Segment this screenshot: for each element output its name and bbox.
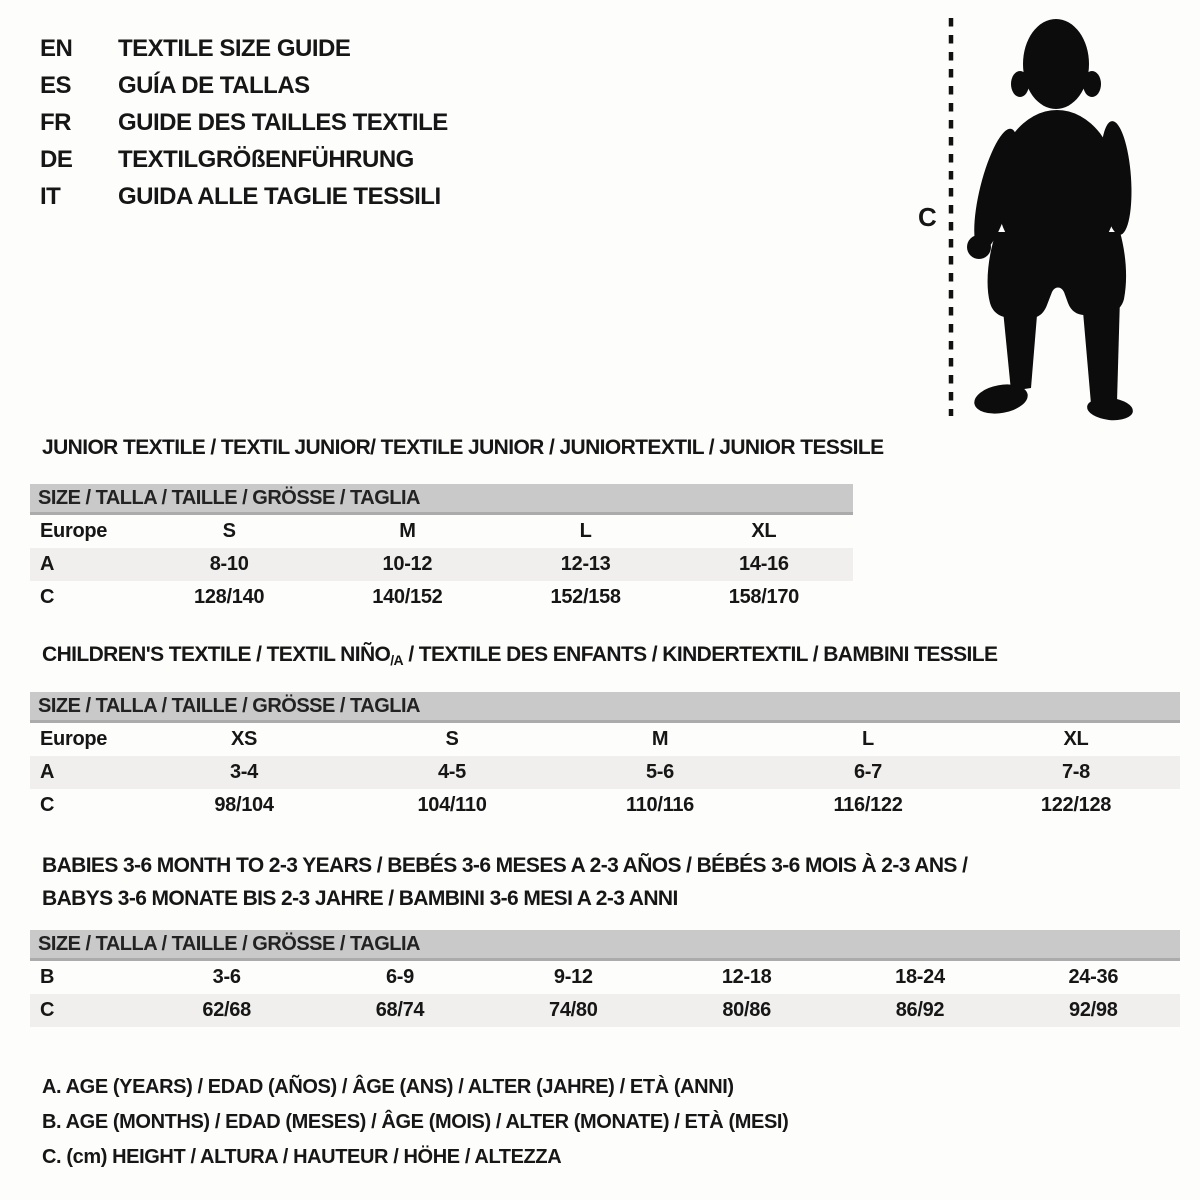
- table-row: [30, 789, 1180, 822]
- size-cell: 5-6: [645, 761, 674, 783]
- language-row: [40, 178, 448, 215]
- language-code: DE: [40, 146, 73, 173]
- row-label: C: [40, 586, 55, 608]
- size-cell: S: [445, 728, 459, 750]
- table-row: [30, 514, 853, 549]
- size-cell: L: [862, 728, 874, 750]
- language-code: EN: [40, 35, 73, 62]
- language-code: FR: [40, 109, 71, 136]
- size-cell: 9-12: [553, 966, 593, 988]
- size-cell: XL: [751, 520, 777, 542]
- babies-section-title: [42, 849, 967, 915]
- size-cell: M: [399, 520, 416, 542]
- size-cell: 80/86: [722, 999, 771, 1021]
- size-cell: 3-4: [229, 761, 258, 783]
- size-cell: 110/116: [626, 794, 694, 816]
- height-figure: [880, 0, 1200, 430]
- table-row: [30, 722, 1180, 757]
- legend-line-b: B. AGE (MONTHS) / EDAD (MESES) / ÂGE (MOIS) / ALTER (MONATE) / ETÀ (MESI): [42, 1111, 789, 1133]
- junior-size-table: [30, 484, 853, 614]
- junior-section-title: JUNIOR TEXTILE / TEXTIL JUNIOR/ TEXTILE JUNIOR / JUNIORTEXTIL / JUNIOR TESSILE: [42, 436, 884, 459]
- baby-silhouette: [965, 19, 1135, 422]
- size-cell: 86/92: [895, 999, 945, 1021]
- size-cell: 92/98: [1069, 999, 1118, 1021]
- babies-title-line1: BABIES 3-6 MONTH TO 2-3 YEARS / BEBÉS 3-6 MESES A 2-3 AÑOS / BÉBÉS 3-6 MOIS À 2-3 ANS /: [42, 854, 968, 877]
- size-cell: 14-16: [739, 553, 789, 575]
- size-cell: 152/158: [550, 586, 621, 608]
- table-header-row: [30, 930, 1180, 960]
- language-row: [40, 104, 448, 141]
- size-cell: 140/152: [372, 586, 443, 608]
- size-cell: 24-36: [1068, 966, 1119, 988]
- legend-line-c: C. (cm) HEIGHT / ALTURA / HAUTEUR / HÖHE / ALTEZZA: [42, 1146, 562, 1168]
- size-header-bar: SIZE / TALLA / TAILLE / GRÖSSE / TAGLIA: [30, 484, 853, 514]
- language-title: GUÍA DE TALLAS: [118, 72, 310, 99]
- children-title-rest: / TEXTILE DES ENFANTS / KINDERTEXTIL / BAMBINI TESSILE: [403, 643, 998, 666]
- row-label: Europe: [40, 520, 108, 542]
- size-cell: 18-24: [895, 966, 945, 988]
- table-row: [30, 994, 1180, 1027]
- table-row: [30, 581, 853, 614]
- size-cell: M: [651, 728, 669, 750]
- table-row: [30, 960, 1180, 995]
- size-cell: 98/104: [214, 794, 274, 816]
- table-header-row: [30, 484, 853, 514]
- size-cell: 6-9: [385, 966, 414, 988]
- language-row: [40, 141, 448, 178]
- size-cell: 74/80: [549, 999, 598, 1021]
- height-marker-label: C: [918, 202, 937, 232]
- size-cell: 7-8: [1061, 761, 1090, 783]
- size-cell: 116/122: [833, 794, 903, 816]
- size-cell: 4-5: [437, 761, 466, 783]
- children-title-sub: /A: [390, 652, 404, 668]
- legend-line-a: A. AGE (YEARS) / EDAD (AÑOS) / ÂGE (ANS) / ALTER (JAHRE) / ETÀ (ANNI): [42, 1076, 734, 1098]
- size-cell: 8-10: [209, 553, 249, 575]
- size-cell: 158/170: [728, 586, 799, 608]
- language-row: [40, 30, 448, 67]
- row-label: Europe: [40, 728, 108, 750]
- size-cell: XL: [1063, 728, 1089, 750]
- size-cell: 104/110: [417, 794, 487, 816]
- language-title-list: [40, 30, 448, 215]
- size-cell: S: [222, 520, 236, 542]
- size-cell: 3-6: [212, 966, 241, 988]
- row-label: C: [40, 794, 55, 816]
- language-title: GUIDE DES TAILLES TEXTILE: [118, 109, 448, 136]
- measurement-legend: [42, 1070, 788, 1175]
- language-title: TEXTILGRÖßENFÜHRUNG: [118, 146, 414, 173]
- children-title-main: CHILDREN'S TEXTILE / TEXTIL NIÑO: [42, 643, 391, 666]
- size-header-bar: SIZE / TALLA / TAILLE / GRÖSSE / TAGLIA: [30, 692, 1180, 722]
- row-label: B: [40, 966, 55, 988]
- size-cell: 10-12: [382, 553, 433, 575]
- size-cell: XS: [230, 728, 258, 750]
- language-code: ES: [40, 72, 72, 99]
- language-title: TEXTILE SIZE GUIDE: [118, 35, 351, 62]
- size-cell: 12-13: [560, 553, 611, 575]
- size-cell: 128/140: [194, 586, 265, 608]
- table-row: [30, 756, 1180, 789]
- table-header-row: [30, 692, 1180, 722]
- size-cell: 62/68: [202, 999, 251, 1021]
- size-cell: 122/128: [1040, 794, 1112, 816]
- size-cell: 6-7: [853, 761, 882, 783]
- babies-size-table: [30, 930, 1180, 1027]
- row-label: A: [40, 761, 55, 783]
- children-section-title: [42, 643, 997, 668]
- table-row: [30, 548, 853, 581]
- row-label: C: [40, 999, 55, 1021]
- children-size-table: [30, 692, 1180, 822]
- language-code: IT: [40, 183, 61, 210]
- language-row: [40, 67, 448, 104]
- size-cell: 68/74: [375, 999, 425, 1021]
- babies-title-line2: BABYS 3-6 MONATE BIS 2-3 JAHRE / BAMBINI 3-6 MESI A 2-3 ANNI: [42, 887, 678, 910]
- size-cell: L: [579, 520, 592, 542]
- size-cell: 12-18: [721, 966, 772, 988]
- size-header-bar: SIZE / TALLA / TAILLE / GRÖSSE / TAGLIA: [30, 930, 1180, 960]
- row-label: A: [40, 553, 55, 575]
- language-title: GUIDA ALLE TAGLIE TESSILI: [118, 183, 441, 210]
